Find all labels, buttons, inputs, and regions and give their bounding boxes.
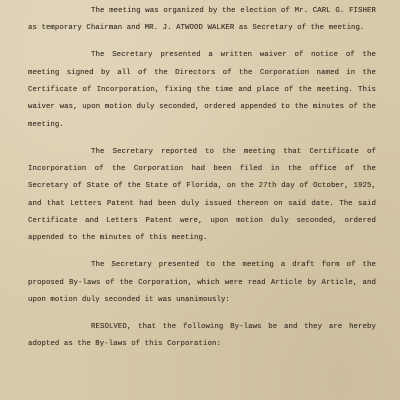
typed-minutes-text: [28, 3, 376, 363]
paragraph-certificate-of-incorporation: The Secretary reported to the meeting that Certificate of Incorporation of the Corporation had been filed in the office of the Secretary of State of the State of Florida, on the 27th day of October, 1925, and that Letters Patent had been duly issued thereon on said date. The said Certificate and Letters Patent were, upon motion duly seconded, ordered appended to the minutes of this meeting.: [28, 147, 376, 243]
paragraph-waiver-of-notice: The Secretary presented a written waiver of notice of the meeting signed by all of the Directors of the Corporation named in the Certificate of Incorporation, fixing the time and place of the meeting. This waiver was, upon motion duly seconded, ordered appended to the minutes of the meeting.: [28, 51, 376, 129]
paragraph-resolution: RESOLVED, that the following By-laws be and they are hereby adopted as the By-laws of this Corporation:: [28, 322, 376, 349]
paragraph-organization: The meeting was organized by the election of Mr. CARL G. FISHER as temporary Chairman and MR. J. ATWOOD WALKER as Secretary of the meeting.: [28, 7, 376, 33]
paragraph-bylaws-presented: The Secretary presented to the meeting a draft form of the proposed By-laws of the Corporation, which were read Article by Article, and upon motion duly seconded it was unanimously:: [28, 261, 376, 304]
